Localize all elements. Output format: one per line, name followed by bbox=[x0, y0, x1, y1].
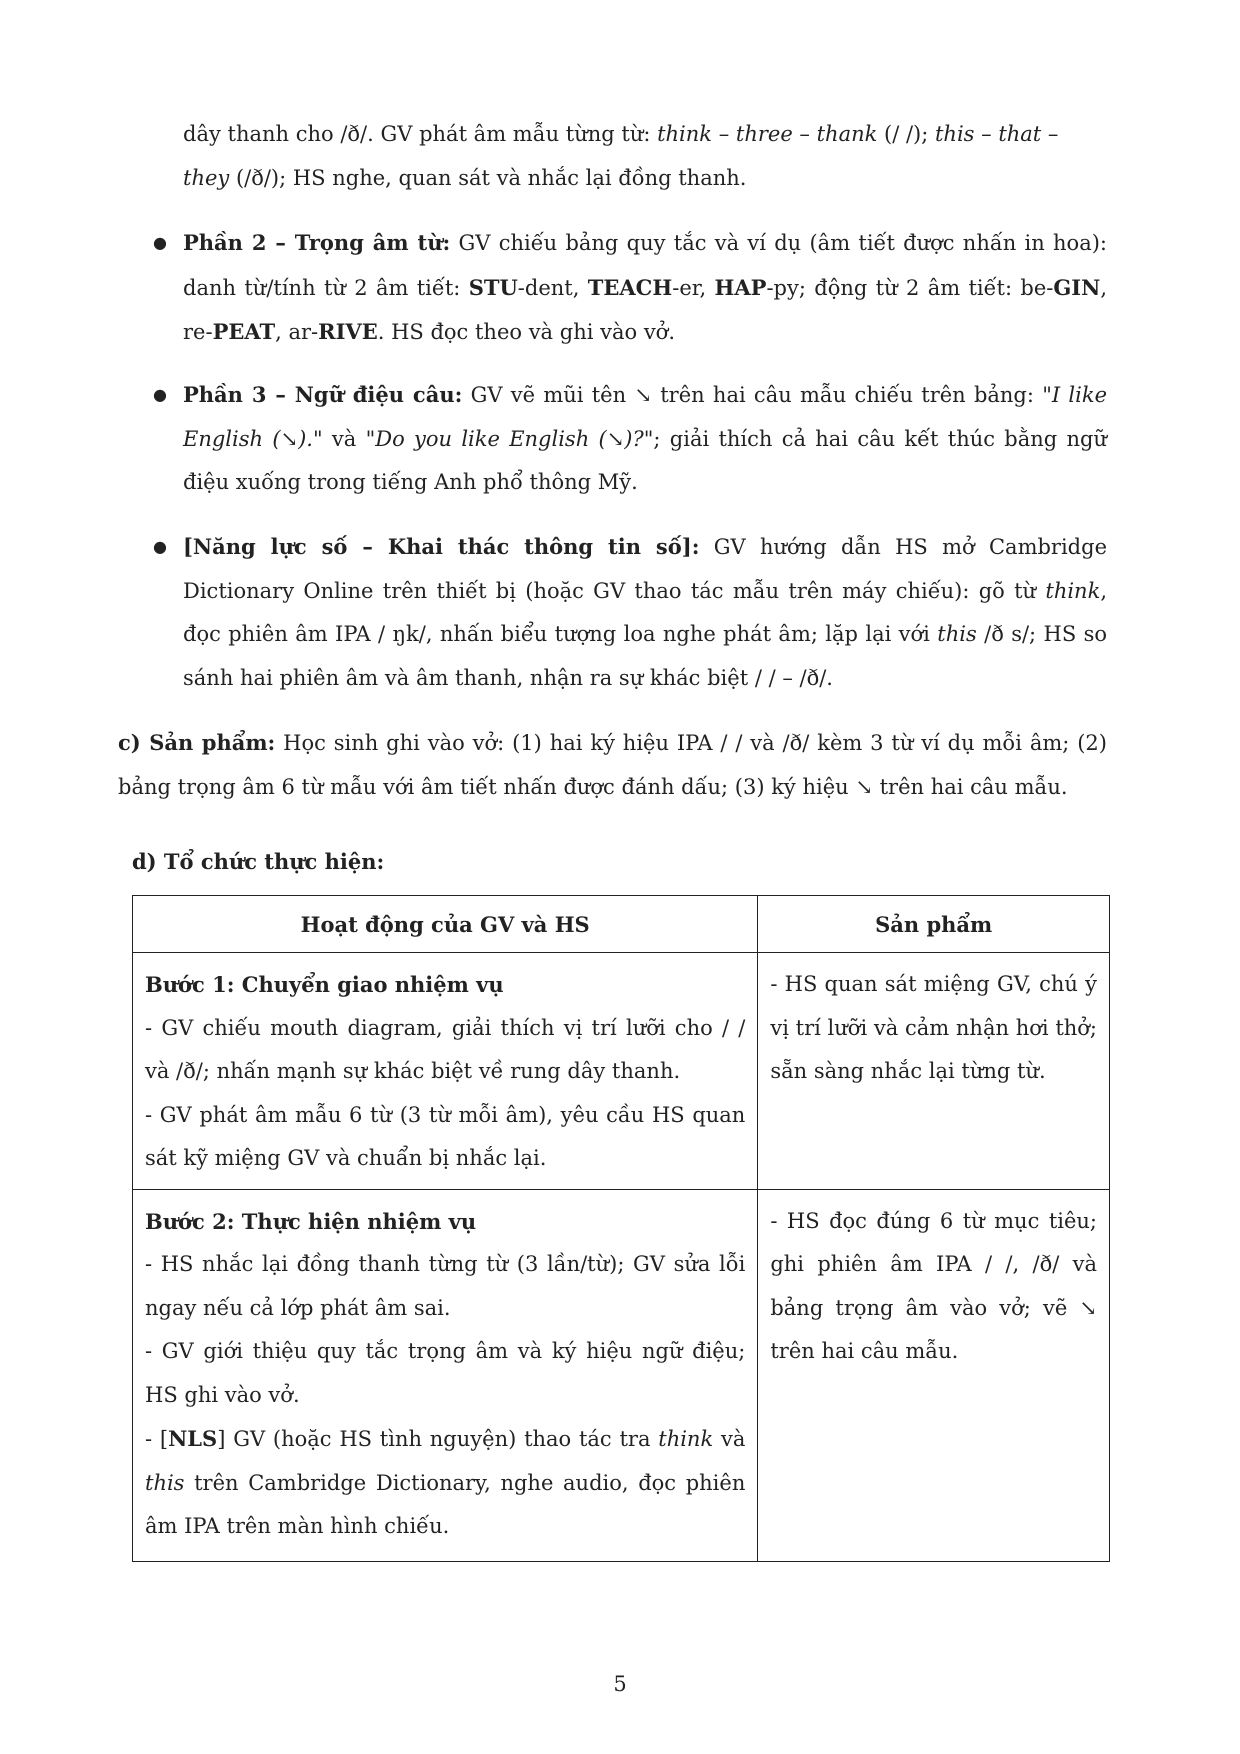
intro-paragraph bbox=[183, 113, 1107, 200]
example-word: thank bbox=[816, 122, 878, 146]
part2-text: -dent, bbox=[517, 275, 588, 300]
activity-line: - GV chiếu mouth diagram, giải thích vị trí lưỡi cho / / và /ð/; nhấn mạnh sự khác biệt về rung dây thanh. bbox=[145, 1015, 746, 1083]
part2-text: , re- bbox=[183, 275, 1108, 344]
step-title: Bước 1: Chuyển giao nhiệm vụ bbox=[145, 972, 504, 997]
part2-text: -er, bbox=[672, 275, 715, 300]
header-activities: Hoạt động của GV và HS bbox=[133, 896, 758, 953]
activity-cell bbox=[133, 1189, 758, 1561]
intro-text: dây thanh cho /ð/. GV phát âm mẫu từng từ: bbox=[183, 122, 658, 146]
example-sentence: "I like English (↘)." bbox=[183, 383, 1107, 451]
dash: – bbox=[974, 122, 999, 146]
bullet-icon: ● bbox=[153, 537, 167, 556]
part3-text: GV vẽ mũi tên ↘ trên hai câu mẫu chiếu trên bảng: bbox=[462, 383, 1043, 407]
activity-text: và bbox=[713, 1427, 746, 1451]
digital-text: /ð s/; HS so sánh hai phiên âm và âm thanh, nhận ra sự khác biệt / / – /ð/. bbox=[183, 622, 1107, 690]
product-text: Học sinh ghi vào vở: (1) hai ký hiệu IPA / / và /ð/ kèm 3 từ ví dụ mỗi âm; (2) bảng trọng âm 6 từ mẫu với âm tiết nhấn được đánh dấu; (3) ký hiệu ↘ trên hai câu mẫu. bbox=[118, 731, 1107, 799]
part2-text: GV chiếu bảng quy tắc và ví dụ (âm tiết được nhấn in hoa): danh từ/tính từ 2 âm tiết: bbox=[183, 231, 1107, 300]
stress-syllable: HAP bbox=[714, 274, 767, 300]
page-number: 5 bbox=[613, 1672, 627, 1696]
activity-text: trên Cambridge Dictionary, nghe audio, đọc phiên âm IPA trên màn hình chiếu. bbox=[145, 1470, 746, 1538]
product-paragraph bbox=[118, 721, 1107, 809]
activity-table bbox=[132, 895, 1110, 1562]
table-header-row bbox=[133, 896, 1110, 953]
digital-paragraph bbox=[183, 525, 1107, 700]
bullet-icon: ● bbox=[153, 385, 167, 404]
activity-text: - [ bbox=[145, 1427, 169, 1451]
stress-syllable: GIN bbox=[1053, 274, 1101, 300]
stress-syllable: TEACH bbox=[587, 274, 673, 300]
stress-syllable: PEAT bbox=[212, 319, 276, 344]
example-word: think bbox=[658, 1427, 714, 1451]
example-word: three bbox=[735, 122, 793, 146]
step-title: Bước 2: Thực hiện nhiệm vụ bbox=[145, 1208, 477, 1234]
table-row bbox=[133, 953, 1110, 1190]
part2-text: . HS đọc theo và ghi vào vở. bbox=[377, 320, 675, 344]
activity-line: - HS nhắc lại đồng thanh từng từ (3 lần/từ); GV sửa lỗi ngay nếu cả lớp phát âm sai. bbox=[145, 1252, 746, 1320]
product-cell: - HS quan sát miệng GV, chú ý vị trí lưỡi và cảm nhận hơi thở; sẵn sàng nhắc lại từng từ. bbox=[758, 953, 1110, 1190]
dash: – bbox=[792, 122, 817, 146]
table-row bbox=[133, 1189, 1110, 1561]
example-word: think bbox=[657, 122, 713, 146]
example-word: this bbox=[937, 622, 977, 646]
example-word: that bbox=[998, 122, 1042, 146]
activity-line: - GV giới thiệu quy tắc trọng âm và ký hiệu ngữ điệu; HS ghi vào vở. bbox=[145, 1339, 746, 1407]
example-word: think bbox=[1045, 578, 1101, 603]
example-sentence: "Do you like English (↘)?" bbox=[365, 426, 654, 451]
activity-text: ] GV (hoặc HS tình nguyện) thao tác tra bbox=[217, 1427, 659, 1451]
digital-label: [Năng lực số – Khai thác thông tin số]: bbox=[183, 534, 700, 559]
part3-text: và bbox=[322, 426, 366, 451]
product-cell: - HS đọc đúng 6 từ mục tiêu; ghi phiên âm IPA / /, /ð/ và bảng trọng âm vào vở; vẽ ↘ trên hai câu mẫu. bbox=[758, 1189, 1110, 1561]
activity-cell bbox=[133, 953, 758, 1190]
part2-text: -py; động từ 2 âm tiết: be- bbox=[766, 275, 1054, 300]
part2-paragraph bbox=[183, 221, 1107, 355]
dash: – bbox=[1041, 122, 1059, 146]
product-label: c) Sản phẩm: bbox=[118, 730, 276, 755]
stress-syllable: STU bbox=[468, 274, 518, 300]
activity-line: - GV phát âm mẫu 6 từ (3 từ mỗi âm), yêu cầu HS quan sát kỹ miệng GV và chuẩn bị nhắc lại. bbox=[145, 1102, 746, 1170]
header-product: Sản phẩm bbox=[758, 896, 1110, 953]
part3-label: Phần 3 – Ngữ điệu câu: bbox=[183, 382, 463, 407]
part3-paragraph bbox=[183, 373, 1107, 505]
part2-text: , ar- bbox=[275, 320, 319, 344]
example-word: they bbox=[183, 165, 230, 190]
organization-heading: d) Tổ chức thực hiện: bbox=[132, 849, 385, 874]
example-word: this bbox=[145, 1470, 185, 1495]
intro-text: (/ð/); HS nghe, quan sát và nhắc lại đồng thanh. bbox=[229, 165, 747, 190]
digital-text: GV hướng dẫn HS mở Cambridge Dictionary Online trên thiết bị (hoặc GV thao tác mẫu trên máy chiếu): gõ từ bbox=[183, 535, 1107, 603]
part2-label: Phần 2 – Trọng âm từ: bbox=[183, 230, 451, 255]
stress-syllable: RIVE bbox=[318, 319, 378, 344]
ipa-text: (/ /); bbox=[877, 122, 935, 146]
bullet-icon: ● bbox=[153, 233, 167, 252]
activity-line bbox=[145, 1417, 745, 1549]
nls-tag: NLS bbox=[168, 1426, 218, 1451]
example-word: this bbox=[934, 122, 975, 146]
dash: – bbox=[712, 122, 736, 146]
digital-text: , đọc phiên âm IPA / ŋk/, nhấn biểu tượng loa nghe phát âm; lặp lại với bbox=[183, 578, 1107, 646]
part3-text: ; giải thích cả hai câu kết thúc bằng ngữ điệu xuống trong tiếng Anh phổ thông Mỹ. bbox=[183, 426, 1108, 494]
